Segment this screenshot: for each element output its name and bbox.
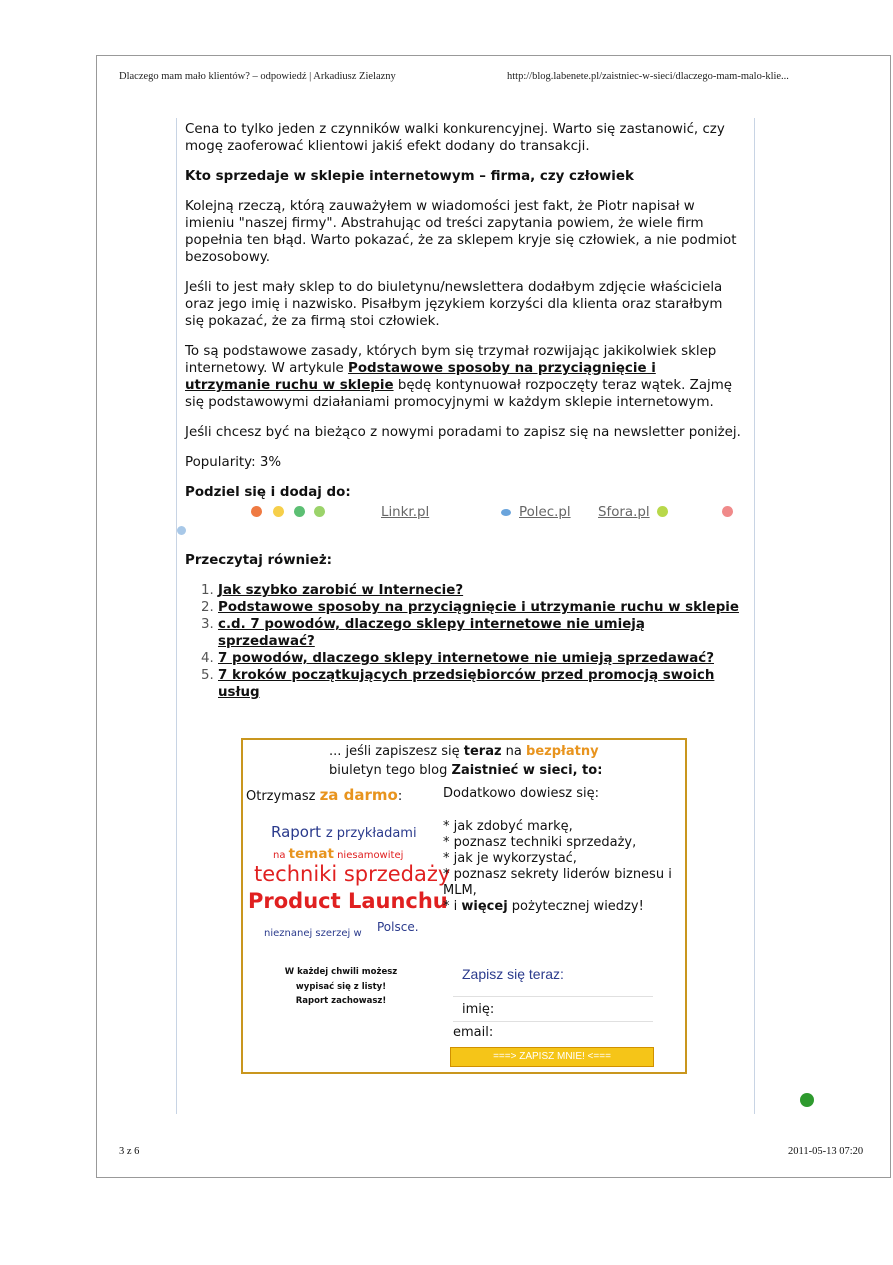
- related-list: [185, 582, 745, 701]
- promo-line-2: [329, 763, 602, 778]
- related-item[interactable]: 3. c.d. 7 powodów, dlaczego sklepy internetowe nie umieją sprzedawać?: [218, 616, 745, 650]
- benefits-list: [443, 819, 672, 915]
- paragraph-4-text-a: To są podstawowe zasady, których bym się trzymał rozwijając jakikolwiek sklep internetowy. W artykule: [185, 344, 717, 376]
- benefit-item: * jak je wykorzystać,: [443, 851, 577, 866]
- section-heading: Kto sprzedaje w sklepie internetowym – firma, czy człowiek: [185, 169, 634, 184]
- related-item[interactable]: 4. 7 powodów, dlaczego sklepy internetowe nie umieją sprzedawać?: [218, 650, 745, 667]
- cloud-word: niesamowitej: [337, 850, 404, 861]
- promo-text: :: [397, 789, 403, 804]
- cloud-word: na: [273, 850, 286, 861]
- related-item[interactable]: 2. Podstawowe sposoby na przyciągnięcie i utrzymanie ruchu w sklepie: [218, 599, 745, 616]
- share-icon-6[interactable]: [722, 506, 733, 517]
- related-item[interactable]: 1. Jak szybko zarobić w Internecie?: [218, 582, 745, 599]
- promo-text: ... jeśli zapiszesz się: [329, 744, 464, 759]
- promo-za-darmo: za darmo: [319, 786, 398, 804]
- field-divider: [453, 996, 653, 997]
- related-heading: Przeczytaj również:: [185, 553, 332, 568]
- benefit-bold: więcej: [461, 899, 508, 914]
- promo-text: na: [501, 744, 527, 759]
- benefit-item: * poznasz techniki sprzedaży,: [443, 835, 637, 850]
- cloud-nieznanej: nieznanej szerzej w: [264, 928, 362, 939]
- paragraph-4: [185, 343, 745, 411]
- cloud-polsce: Polsce.: [377, 920, 419, 934]
- promo-bezplatny: bezpłatny: [526, 744, 599, 759]
- note-line: Raport zachowasz!: [295, 996, 387, 1006]
- right-border-line: [754, 118, 755, 1114]
- share-heading: Podziel się i dodaj do:: [185, 485, 351, 500]
- benefit-text: * i: [443, 899, 462, 914]
- extra-heading: Dodatkowo dowiesz się:: [443, 786, 599, 801]
- promo-blog-name: Zaistnieć w sieci, to:: [451, 763, 603, 778]
- benefit-item: * jak zdobyć markę,: [443, 819, 573, 834]
- share-link-sfora[interactable]: Sfora.pl: [598, 505, 650, 520]
- promo-get: [246, 786, 402, 804]
- popularity: Popularity: 3%: [185, 455, 282, 470]
- note-line: wypisać się z listy!: [295, 981, 387, 992]
- left-border-line: [176, 118, 177, 1114]
- email-label: email:: [453, 1025, 494, 1040]
- share-icon-7[interactable]: [177, 526, 186, 535]
- footer-datetime: 2011-05-13 07:20: [788, 1146, 864, 1157]
- subscribe-button[interactable]: ===> ZAPISZ MNIE! <===: [450, 1047, 654, 1067]
- paragraph-5: Jeśli chcesz być na bieżąco z nowymi poradami to zapisz się na newsletter poniżej.: [185, 425, 741, 440]
- cloud-techniki: techniki sprzedaży: [254, 862, 451, 886]
- share-icon-5[interactable]: [657, 506, 668, 517]
- article-link-podstawowe-sposoby[interactable]: Podstawowe sposoby na przyciągnięcie i utrzymanie ruchu w sklepie: [185, 361, 656, 393]
- name-input[interactable]: [453, 1021, 653, 1022]
- share-icon-2[interactable]: [273, 506, 284, 517]
- promo-text: biuletyn tego blog: [329, 763, 452, 778]
- benefit-item: [443, 899, 672, 915]
- header-url: http://blog.labenete.pl/zaistniec-w-sieci/dlaczego-mam-malo-klie...: [507, 71, 789, 82]
- cloud-product-launchu: Product Launchu: [248, 889, 448, 913]
- share-icon-1[interactable]: [251, 506, 262, 517]
- chat-icon[interactable]: [800, 1093, 814, 1107]
- paragraph-4-text-b: będę kontynuował rozpoczęty teraz wątek. Zajmę się podstawowymi działaniami promocyjnymi w każdym sklepie internetowym.: [185, 378, 733, 410]
- header-title: Dlaczego mam mało klientów? – odpowiedź | Arkadiusz Zielazny: [119, 71, 396, 82]
- benefit-item: MLM,: [443, 883, 477, 898]
- cloud-line-2: [273, 846, 403, 862]
- cloud-raport: [271, 823, 417, 841]
- paragraph-2: Kolejną rzeczą, którą zauważyłem w wiadomości jest fakt, że Piotr napisał w imieniu "naszej firmy". Abstrahując od treści zapytania powiem, że wiele firm popełnia ten błąd. Warto pokazać, że za sklepem kryje się człowiek, a nie podmiot bezosobowy.: [185, 199, 737, 265]
- signup-heading: Zapisz się teraz:: [462, 966, 564, 982]
- benefit-item: * poznasz sekrety liderów biznesu i: [443, 867, 672, 882]
- newsletter-box: [241, 738, 687, 1074]
- share-icon-3[interactable]: [294, 506, 305, 517]
- unsubscribe-note: [266, 965, 416, 1009]
- share-bar: [185, 502, 745, 542]
- share-link-linkr[interactable]: Linkr.pl: [381, 505, 430, 520]
- paragraph-3: Jeśli to jest mały sklep to do biuletynu/newslettera dodałbym zdjęcie właściciela oraz jego imię i nazwisko. Pisałbym językiem korzyści dla klienta oraz starałbym się pokazać, że za firmą stoi człowiek.: [185, 280, 723, 329]
- paragraph-1: Cena to tylko jeden z czynników walki konkurencyjnej. Warto się zastanowić, czy mogę zaoferować klientowi jakiś efekt dodany do transakcji.: [185, 122, 725, 154]
- promo-text: Otrzymasz: [246, 789, 320, 804]
- benefit-text: pożytecznej wiedzy!: [507, 899, 644, 914]
- promo-teraz: teraz: [463, 744, 502, 759]
- name-label: imię:: [462, 1002, 495, 1017]
- share-icon-4[interactable]: [314, 506, 325, 517]
- article-body: [185, 121, 745, 701]
- polec-icon: [501, 509, 511, 516]
- promo-line-1: [329, 744, 599, 759]
- related-item[interactable]: 5. 7 kroków początkujących przedsiębiorców przed promocją swoich usług: [218, 667, 745, 701]
- footer-page-number: 3 z 6: [119, 1146, 140, 1157]
- cloud-word: z przykładami: [325, 826, 417, 841]
- cloud-word: Raport: [271, 823, 322, 841]
- cloud-word: temat: [288, 846, 334, 862]
- note-line: W każdej chwili możesz: [284, 967, 398, 977]
- share-link-polec[interactable]: Polec.pl: [519, 505, 571, 520]
